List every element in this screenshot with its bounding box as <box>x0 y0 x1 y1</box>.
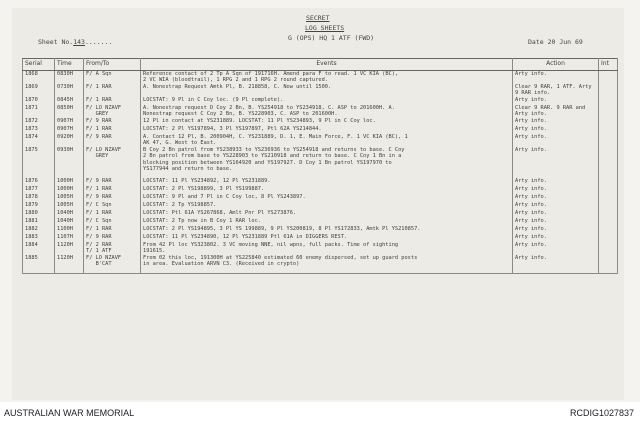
archive-name: AUSTRALIAN WAR MEMORIAL <box>4 408 135 418</box>
int-cell <box>599 126 618 134</box>
time-cell: 1005H <box>55 202 84 210</box>
events-cell: LOCSTAT: 2 Pl YS198899, 3 Pl YS199887. <box>141 186 513 194</box>
time-cell: 1107H <box>55 234 84 242</box>
time-cell: 1000H <box>55 186 84 194</box>
table-header-row <box>23 59 618 71</box>
action-cell: Arty info. <box>513 186 599 194</box>
table-row <box>23 210 618 218</box>
table-row <box>23 226 618 234</box>
action-cell: Arty info. <box>513 255 599 274</box>
col-events: Events <box>141 59 513 71</box>
time-cell: 1000H <box>55 178 84 186</box>
serial-cell: 1877 <box>23 186 55 194</box>
int-cell <box>599 71 618 84</box>
document-title: LOG SHEETS <box>305 24 345 32</box>
from-to-cell: F/ 9 RAR <box>84 234 141 242</box>
time-cell: 0830H <box>55 71 84 84</box>
action-cell: Arty info. <box>513 226 599 234</box>
int-cell <box>599 118 618 126</box>
sheet-label: Sheet No. <box>38 38 74 46</box>
events-cell: 12 Pl in contact at YS231889. LOCSTAT: 11 Pl YS234893, 9 Pl in C Coy loc. <box>141 118 513 126</box>
serial-cell: 1882 <box>23 226 55 234</box>
from-to-cell: F/ LO NZAVF B'CAT <box>84 255 141 274</box>
col-time: Time <box>55 59 84 71</box>
int-cell <box>599 84 618 97</box>
from-to-cell: F/ 1 RAR <box>84 210 141 218</box>
action-cell: Arty info. <box>513 97 599 105</box>
table-row <box>23 97 618 105</box>
from-to-cell: F/ 1 RAR <box>84 186 141 194</box>
table-row <box>23 71 618 84</box>
events-cell: B Coy 2 Bn patrol from YS238933 to YS236936 to YS254918 and returns to base. C Coy 2 Bn patrol from base to YS228903 to YS210918 and return to base. C Coy 1 Bn in a blocking position between YS164920 and YS197927. D Coy 1 Bn patrol YS197970 to YS177944 and return to base. <box>141 147 513 178</box>
action-cell: Arty info. <box>513 218 599 226</box>
events-cell: A. Nonestrap request D Coy 2 Bn, B. YS254918 to YS234918, C. ASP to 201600H. A. Nonestrap request C Coy 2 Bn, B. YS228903, C. ASP to 201600H. <box>141 105 513 118</box>
int-cell <box>599 105 618 118</box>
table-row <box>23 234 618 242</box>
serial-cell: 1875 <box>23 147 55 178</box>
sheet-number: Sheet No.143....... <box>38 38 113 46</box>
action-cell: Arty info. <box>513 147 599 178</box>
int-cell <box>599 202 618 210</box>
table-row <box>23 118 618 126</box>
date-value: 20 Jun 69 <box>547 38 583 46</box>
serial-cell: 1873 <box>23 126 55 134</box>
table-row <box>23 255 618 274</box>
action-cell: Arty info. <box>513 134 599 147</box>
int-cell <box>599 255 618 274</box>
table-row <box>23 178 618 186</box>
events-cell: LOCSTAT: 2 Pl YS194895, 3 Pl YS 199889, 9 Pl YS200819, 8 Pl YS172833, Amtk Pl YS210857. <box>141 226 513 234</box>
events-cell: A. Contact 12 Pl, B. 200904H, C. YS231889, D. 1, E. Main Force, F. 1 VC KIA (BC), 1 AK 47, G. West to East. <box>141 134 513 147</box>
action-cell: Clear 9 RAR. 9 RAR and Arty info. <box>513 105 599 118</box>
log-table <box>22 58 618 274</box>
sheet-number-value: 143 <box>73 38 85 46</box>
int-cell <box>599 194 618 202</box>
from-to-cell: F/ 9 RAR <box>84 194 141 202</box>
table-row <box>23 202 618 210</box>
action-cell: Arty info. <box>513 71 599 84</box>
from-to-cell: F/ 1 RAR <box>84 226 141 234</box>
time-cell: 0907H <box>55 118 84 126</box>
events-cell: LOCSTAT: Ptl 61A YS267868, Amlt Pnr Pl YS273876. <box>141 210 513 218</box>
action-cell: Arty info. <box>513 242 599 255</box>
time-cell: 1120H <box>55 242 84 255</box>
serial-cell: 1871 <box>23 105 55 118</box>
events-cell: LOCSTAT: 9 Pl and 7 Pl in C Coy loc, 8 Pl YS243897. <box>141 194 513 202</box>
col-int: Int <box>599 59 618 71</box>
from-to-cell: F/ 9 RAR <box>84 134 141 147</box>
from-to-cell: F/ 1 RAR <box>84 84 141 97</box>
action-cell: Arty info. <box>513 202 599 210</box>
time-cell: 1040H <box>55 210 84 218</box>
time-cell: 1040H <box>55 218 84 226</box>
serial-cell: 1881 <box>23 218 55 226</box>
action-cell: Arty info. <box>513 234 599 242</box>
table-row <box>23 105 618 118</box>
int-cell <box>599 218 618 226</box>
action-cell: Clear 9 RAR, 1 ATF. Arty 9 RAR info. <box>513 84 599 97</box>
events-cell: LOCSTAT: 2 Tp now in B Coy 1 RAR loc. <box>141 218 513 226</box>
serial-cell: 1876 <box>23 178 55 186</box>
time-cell: 0730H <box>55 84 84 97</box>
int-cell <box>599 186 618 194</box>
classification-label: SECRET <box>306 14 330 22</box>
action-cell: Arty info. <box>513 194 599 202</box>
col-action: Action <box>513 59 599 71</box>
serial-cell: 1885 <box>23 255 55 274</box>
int-cell <box>599 226 618 234</box>
events-cell: LOCSTAT: 11 Pl YS234892, 12 Pl YS231889. <box>141 178 513 186</box>
table-row <box>23 134 618 147</box>
from-to-cell: F/ 1 RAR <box>84 126 141 134</box>
from-to-cell: F/ LO NZAVF GREY <box>84 147 141 178</box>
serial-cell: 1883 <box>23 234 55 242</box>
from-to-cell: F/ 9 RAR <box>84 178 141 186</box>
table-row <box>23 126 618 134</box>
int-cell <box>599 134 618 147</box>
action-cell: Arty info. <box>513 118 599 126</box>
table-row <box>23 218 618 226</box>
events-cell: Reference contact of 2 Tp A Sqn of 191716H. Amend para F to read. 1 VC KIA (BC), 2 VC WIA (bloodtrail), 1 RPG 2 and 1 RPG 2 round captured. <box>141 71 513 84</box>
serial-cell: 1872 <box>23 118 55 126</box>
log-table-body <box>23 71 618 274</box>
serial-cell: 1874 <box>23 134 55 147</box>
from-to-cell: F/ C Sqn <box>84 218 141 226</box>
serial-cell: 1884 <box>23 242 55 255</box>
date-label: Date <box>528 38 544 46</box>
action-cell: Arty info. <box>513 210 599 218</box>
int-cell <box>599 210 618 218</box>
serial-cell: 1879 <box>23 202 55 210</box>
col-from-to: From/To <box>84 59 141 71</box>
events-cell: From 42 Pl loc YS323802. 3 VC moving NNE, nil wpns, full packs. Time of sighting 191615. <box>141 242 513 255</box>
time-cell: 0930H <box>55 147 84 178</box>
events-cell: A. Nonestrap Request Amtk Pl, B. 218858, C. Now until 1500. <box>141 84 513 97</box>
events-cell: LOCSTAT: 9 Pl in C Coy loc. (9 Pl complete). <box>141 97 513 105</box>
time-cell: 0920H <box>55 134 84 147</box>
from-to-cell: F/ LO NZAVF GREY <box>84 105 141 118</box>
time-cell: 1120H <box>55 255 84 274</box>
events-cell: From 02 this loc, 191300H at YS225840 estimated 60 enemy dispersed, set up guard posts in area. Evaluation ARVN C3. (Received in crypto) <box>141 255 513 274</box>
serial-cell: 1870 <box>23 97 55 105</box>
document-subtitle: G (OPS) HQ 1 ATF (FWD) <box>288 34 375 42</box>
events-cell: LOCSTAT: 11 Pl YS234890, 12 Pl YS231889 Ptl 61A in DIGGERS REST. <box>141 234 513 242</box>
time-cell: 0845H <box>55 97 84 105</box>
action-cell: Arty info. <box>513 178 599 186</box>
table-row <box>23 147 618 178</box>
archive-reference: RCDIG1027837 <box>569 408 634 418</box>
table-row <box>23 186 618 194</box>
time-cell: 0907H <box>55 126 84 134</box>
from-to-cell: F/ 9 RAR <box>84 118 141 126</box>
events-cell: LOCSTAT: 2 Pl YS197894, 3 Pl YS197897, Ptl 62A YS214844. <box>141 126 513 134</box>
serial-cell: 1878 <box>23 194 55 202</box>
from-to-cell: F/ 1 RAR <box>84 97 141 105</box>
serial-cell: 1880 <box>23 210 55 218</box>
serial-cell: 1869 <box>23 84 55 97</box>
table-row <box>23 194 618 202</box>
sheet-date <box>528 38 583 46</box>
int-cell <box>599 147 618 178</box>
int-cell <box>599 242 618 255</box>
int-cell <box>599 178 618 186</box>
action-cell: Arty info. <box>513 126 599 134</box>
from-to-cell: F/ A Sqn <box>84 71 141 84</box>
int-cell <box>599 97 618 105</box>
serial-cell: 1868 <box>23 71 55 84</box>
table-row <box>23 242 618 255</box>
events-cell: LOCSTAT: 2 Tp YS198857. <box>141 202 513 210</box>
table-row <box>23 84 618 97</box>
col-serial: Serial <box>23 59 55 71</box>
time-cell: 1100H <box>55 226 84 234</box>
int-cell <box>599 234 618 242</box>
time-cell: 1005H <box>55 194 84 202</box>
from-to-cell: F/ 2 RAR T/ 1 ATF <box>84 242 141 255</box>
from-to-cell: F/ C Sqn <box>84 202 141 210</box>
archive-footer <box>0 402 640 422</box>
time-cell: 0850H <box>55 105 84 118</box>
